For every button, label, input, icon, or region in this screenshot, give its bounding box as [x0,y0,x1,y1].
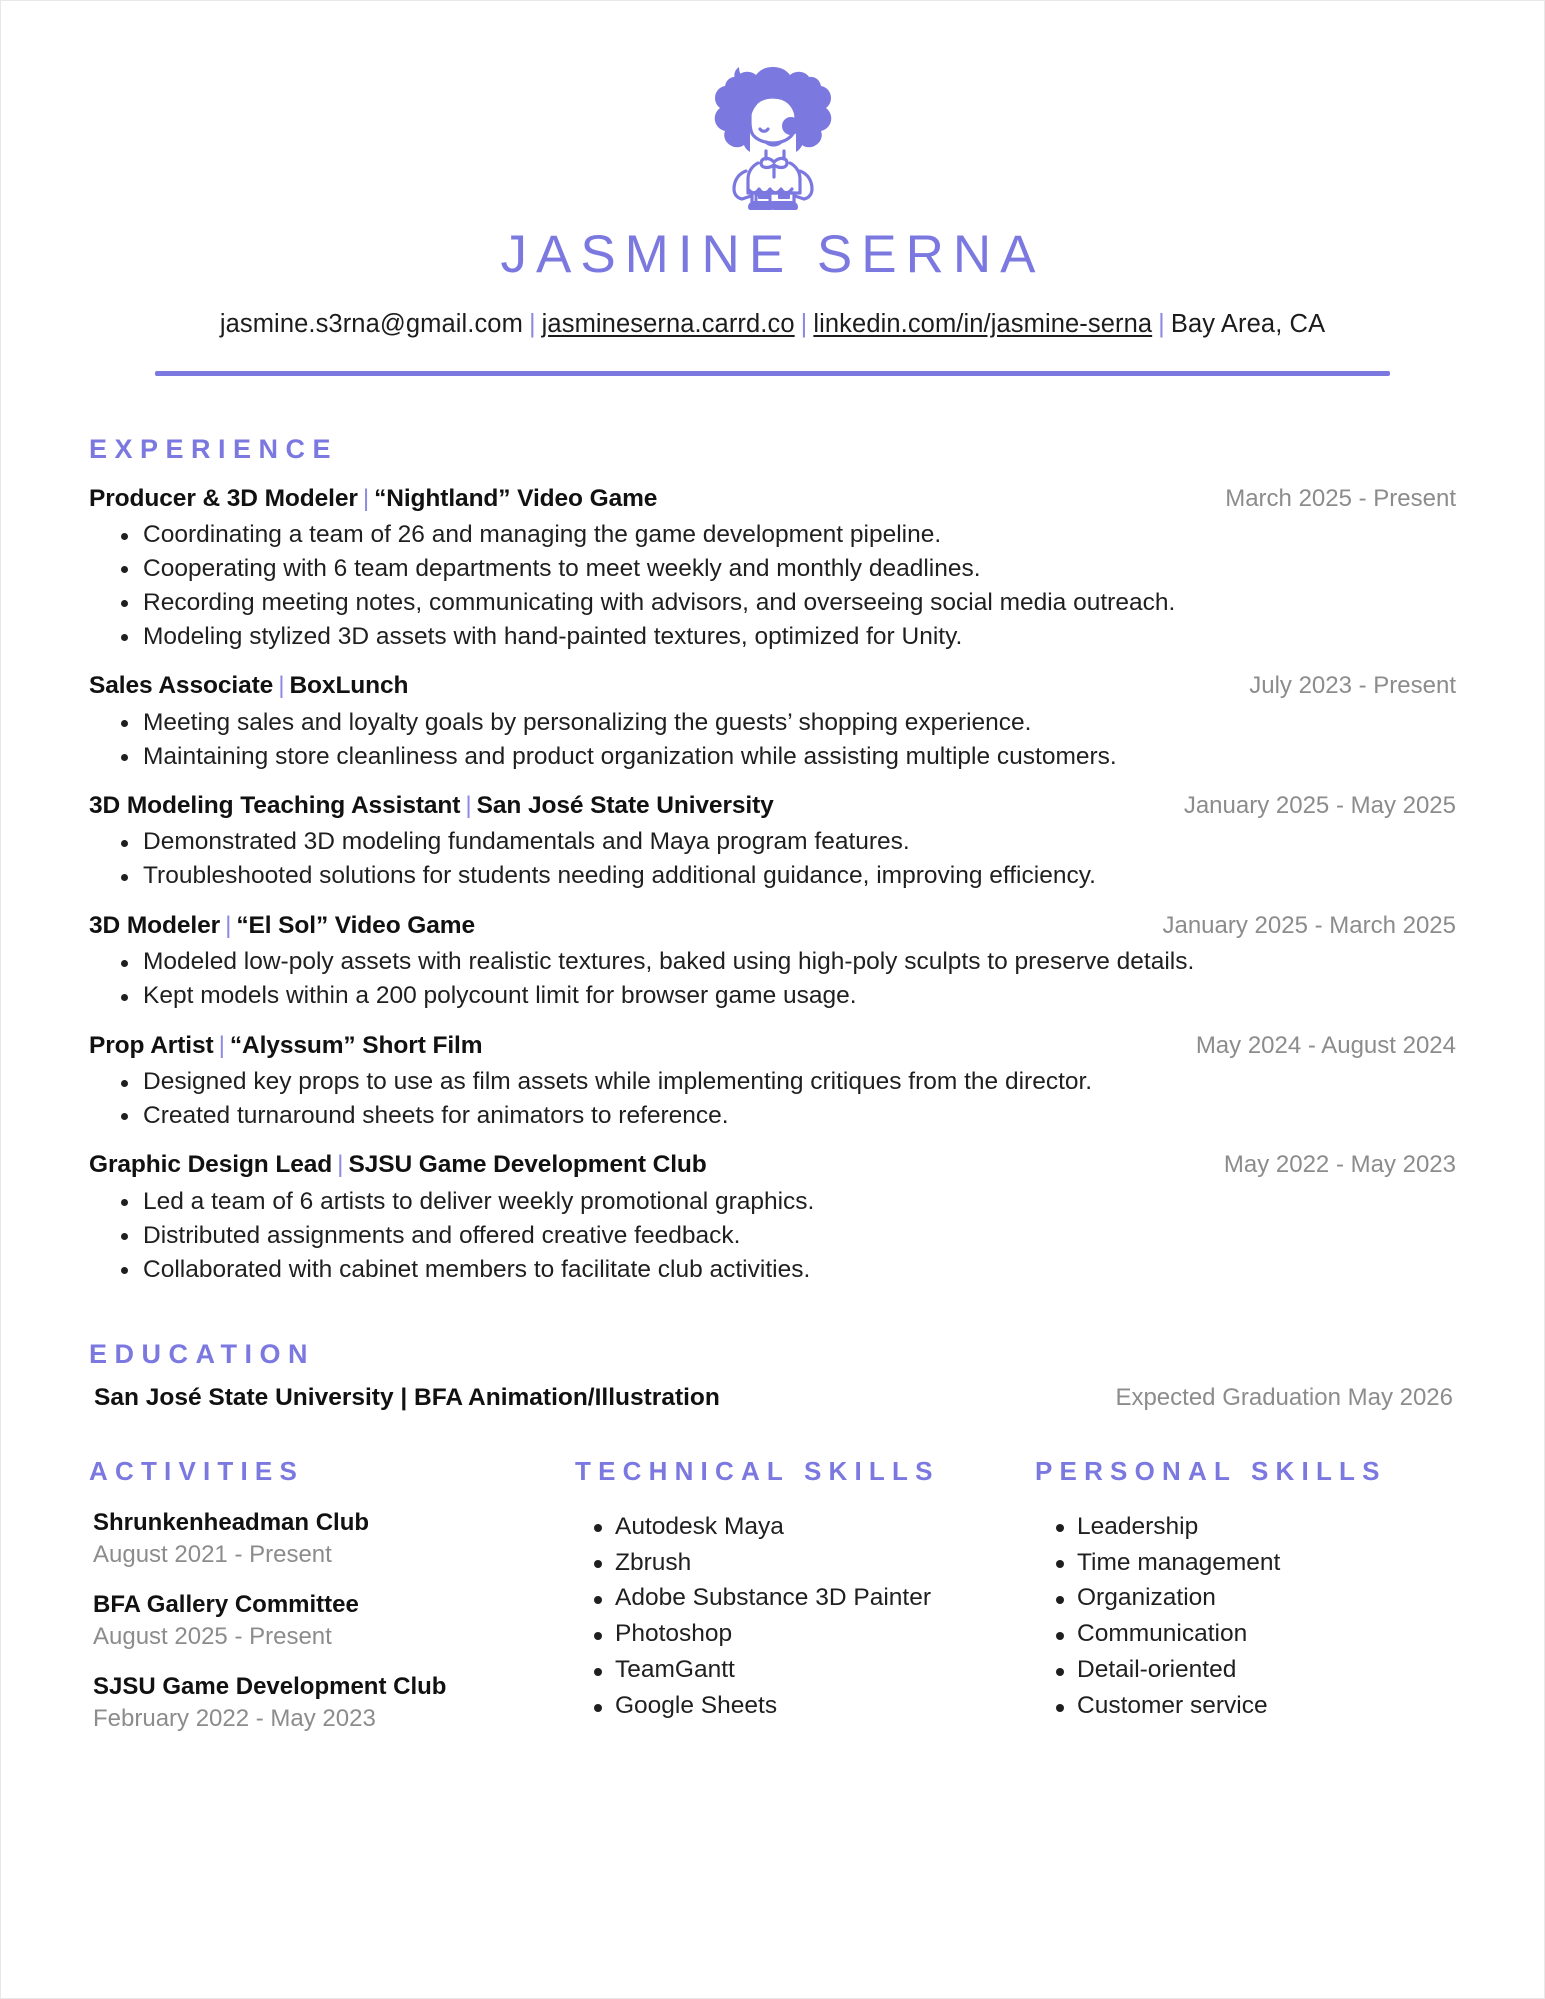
location-text: Bay Area, CA [1170,309,1326,338]
skill-item: Photoshop [615,1617,1031,1653]
job-org: San José State University [476,791,774,819]
job-bullet-list [89,519,1456,655]
experience-entry [89,1032,1456,1134]
contact-separator-3: | [1158,309,1165,338]
job-separator: | [278,672,285,700]
experience-entry [89,672,1456,774]
experience-entry [89,792,1456,894]
job-role: 3D Modeler [89,911,221,939]
technical-skills-list [569,1509,1031,1724]
job-bullet: Maintaining store cleanliness and product organization while assisting multiple customers. [143,740,1456,774]
activity-date: August 2021 - Present [93,1540,332,1568]
job-bullet: Modeled low-poly assets with realistic textures, baked using high-poly sculpts to preserve details. [143,946,1456,980]
job-bullet: Meeting sales and loyalty goals by personalizing the guests’ shopping experience. [143,706,1456,740]
personal-skills-heading: PERSONAL SKILLS [1035,1456,1387,1487]
job-title-line [89,792,774,820]
job-bullet: Created turnaround sheets for animators to reference. [143,1099,1456,1133]
activity-date: February 2022 - May 2023 [93,1704,376,1732]
linkedin-link[interactable]: linkedin.com/in/jasmine-serna [813,309,1153,338]
activity-item [89,1591,569,1652]
activity-date: August 2025 - Present [93,1622,332,1650]
job-bullet: Recording meeting notes, communicating with advisors, and overseeing social media outreach. [143,586,1456,620]
job-separator: | [218,1031,225,1059]
contact-line [1,309,1544,341]
job-bullet: Designed key props to use as film assets while implementing critiques from the director. [143,1066,1456,1100]
experience-section [89,434,1456,1288]
experience-entry-header [89,1032,1456,1060]
job-date: January 2025 - May 2025 [1183,791,1456,819]
skill-item: TeamGantt [615,1653,1031,1689]
experience-entry [89,485,1456,655]
job-bullet: Demonstrated 3D modeling fundamentals and Maya program features. [143,826,1456,860]
skill-item: Communication [1077,1617,1456,1653]
personal-skills-section [1031,1456,1456,1754]
job-date: July 2023 - Present [1249,672,1456,700]
experience-entry [89,1151,1456,1287]
job-bullet: Coordinating a team of 26 and managing the game development pipeline. [143,519,1456,553]
job-role: 3D Modeling Teaching Assistant [89,791,461,819]
education-school-degree: San José State University | BFA Animation/Illustration [94,1384,720,1412]
job-bullet: Modeling stylized 3D assets with hand-painted textures, optimized for Unity. [143,620,1456,654]
header-divider [155,371,1390,376]
job-org: BoxLunch [289,672,409,700]
job-role: Graphic Design Lead [89,1151,333,1179]
skill-item: Leadership [1077,1509,1456,1545]
job-bullet: Led a team of 6 artists to deliver weekly promotional graphics. [143,1185,1456,1219]
skill-item: Detail-oriented [1077,1653,1456,1689]
job-org: “Alyssum” Short Film [229,1031,483,1059]
experience-entry [89,912,1456,1014]
job-org: “Nightland” Video Game [374,484,658,512]
job-org: SJSU Game Development Club [348,1151,707,1179]
activity-name: SJSU Game Development Club [93,1672,447,1700]
job-role: Producer & 3D Modeler [89,484,358,512]
job-date: May 2022 - May 2023 [1223,1151,1456,1179]
education-heading: EDUCATION [89,1339,315,1370]
activity-item [89,1509,569,1570]
job-bullet: Distributed assignments and offered creative feedback. [143,1219,1456,1253]
job-role: Sales Associate [89,672,274,700]
education-entry [89,1384,1456,1412]
activity-item [89,1673,569,1734]
skill-item: Customer service [1077,1689,1456,1725]
job-separator: | [465,791,472,819]
experience-entry-header [89,792,1456,820]
job-separator: | [337,1151,344,1179]
activities-section [89,1456,569,1754]
job-date: March 2025 - Present [1225,484,1456,512]
experience-heading: EXPERIENCE [89,433,339,464]
avatar-illustration [688,63,858,213]
skill-item: Time management [1077,1545,1456,1581]
job-title-line [89,1032,482,1060]
technical-skills-section [569,1456,1031,1754]
portfolio-link[interactable]: jasmineserna.carrd.co [541,309,795,338]
bottom-columns [89,1456,1456,1754]
experience-entry-header [89,912,1456,940]
job-bullet-list [89,1185,1456,1287]
job-title-line [89,672,408,700]
experience-entry-header [89,672,1456,700]
resume-header [1,1,1544,376]
job-bullet: Troubleshooted solutions for students needing additional guidance, improving efficiency. [143,860,1456,894]
page-title: JASMINE SERNA [500,225,1045,284]
job-role: Prop Artist [89,1031,214,1059]
activity-name: Shrunkenheadman Club [93,1509,370,1537]
job-separator: | [225,911,232,939]
job-bullet-list [89,826,1456,894]
job-bullet: Kept models within a 200 polycount limit for browser game usage. [143,980,1456,1014]
skill-item: Autodesk Maya [615,1509,1031,1545]
email-text: jasmine.s3rna@gmail.com [219,309,523,338]
job-title-line [89,912,475,940]
skill-item: Google Sheets [615,1689,1031,1725]
skill-item: Adobe Substance 3D Painter [615,1581,1031,1617]
skill-item: Zbrush [615,1545,1031,1581]
education-date: Expected Graduation May 2026 [1115,1384,1453,1412]
job-separator: | [362,484,370,512]
job-bullet: Collaborated with cabinet members to facilitate club activities. [143,1253,1456,1287]
job-bullet-list [89,706,1456,774]
job-bullet-list [89,946,1456,1014]
job-date: May 2024 - August 2024 [1195,1031,1456,1059]
contact-separator-2: | [800,309,808,338]
contact-separator-1: | [528,309,536,338]
job-bullet-list [89,1066,1456,1134]
job-org: “El Sol” Video Game [236,911,475,939]
job-date: January 2025 - March 2025 [1162,911,1456,939]
experience-entry-header [89,1151,1456,1179]
skill-item: Organization [1077,1581,1456,1617]
job-title-line [89,485,657,513]
education-section [89,1339,1456,1412]
technical-skills-heading: TECHNICAL SKILLS [575,1456,940,1487]
experience-entry-header [89,485,1456,513]
activity-name: BFA Gallery Committee [93,1590,359,1618]
personal-skills-list [1031,1509,1456,1724]
job-title-line [89,1151,707,1179]
activities-heading: ACTIVITIES [89,1456,305,1487]
job-bullet: Cooperating with 6 team departments to meet weekly and monthly deadlines. [143,552,1456,586]
